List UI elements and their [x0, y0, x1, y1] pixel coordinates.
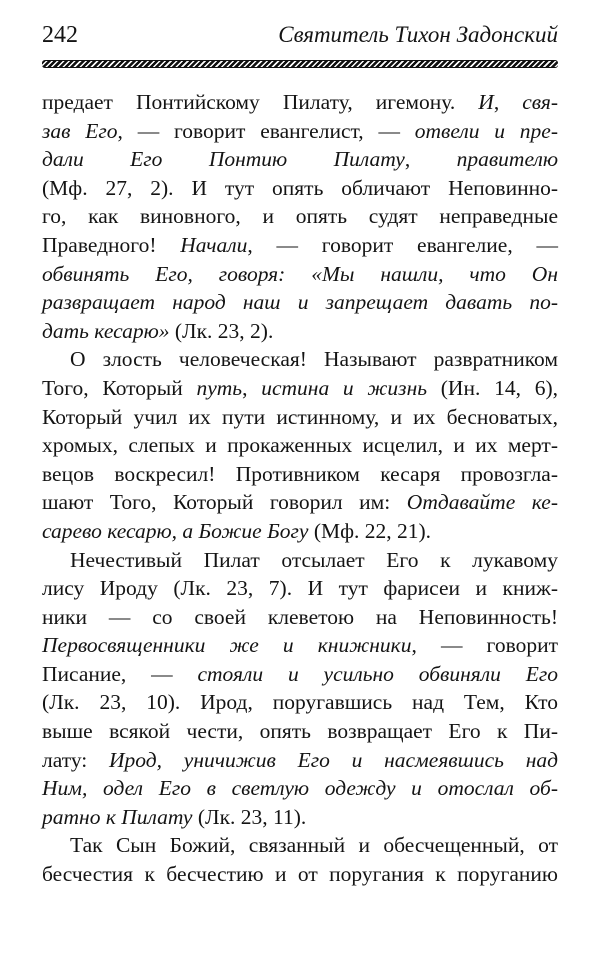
- italic-quote-segment: отвели и пре-: [414, 118, 558, 143]
- text-segment: (Ин. 14, 6),: [427, 375, 558, 400]
- text-segment: (Мф. 22, 21).: [308, 518, 432, 543]
- text-segment: ,: [404, 147, 457, 172]
- italic-quote-segment: путь: [196, 375, 243, 400]
- text-line: [42, 431, 558, 460]
- text-segment: , — говорит евангелист, —: [117, 118, 415, 143]
- text-line: [42, 603, 558, 632]
- text-segment: , — говорит: [411, 633, 558, 658]
- text-segment: выше всякой чести, опять возвращает Его к Пи-: [42, 719, 558, 744]
- text-line: [42, 202, 558, 231]
- text-segment: ,: [242, 375, 262, 400]
- text-line: [42, 317, 558, 346]
- text-segment: О злость человеческая! Называют развратником: [70, 347, 558, 372]
- italic-quote-segment: свя-: [522, 90, 559, 114]
- text-line: [42, 460, 558, 489]
- text-line: [42, 546, 558, 575]
- text-line: [42, 174, 558, 203]
- text-segment: вецов воскресил! Противником кесаря провозгла-: [42, 461, 558, 486]
- text-segment: шают Того, Который говорил им:: [42, 490, 407, 515]
- text-line: [42, 145, 558, 174]
- italic-quote-segment: ратно к Пилату: [42, 804, 193, 829]
- text-line: [42, 746, 558, 775]
- italic-quote-segment: И: [478, 90, 494, 114]
- text-line: [42, 260, 558, 289]
- italic-quote-segment: Отдавайте ке-: [406, 490, 558, 515]
- text-segment: Того, Который: [42, 375, 197, 400]
- italic-quote-segment: сарево кесарю, а Божие Богу: [42, 518, 309, 543]
- text-segment: ники — со своей клеветою на Неповинность!: [42, 604, 558, 629]
- text-line: [42, 774, 558, 803]
- italic-quote-segment: Ирод, уничижив Его и насмеявшись над: [109, 747, 558, 772]
- text-segment: (Лк. 23, 11).: [192, 804, 307, 829]
- italic-quote-segment: стояли и усильно обвиняли Его: [197, 661, 559, 686]
- italic-quote-segment: зав Его: [42, 118, 118, 143]
- text-line: [42, 631, 558, 660]
- text-segment: (Лк. 23, 2).: [169, 318, 274, 343]
- running-header: [42, 18, 558, 50]
- text-line: [42, 660, 558, 689]
- text-segment: бесчестия к бесчестию и от поругания к поруганию: [42, 862, 558, 887]
- italic-quote-segment: обвинять Его, говоря: «Мы нашли, что Он: [42, 261, 558, 286]
- text-line: [42, 488, 558, 517]
- text-segment: Который учил их пути истинному, и их бесноватых,: [42, 404, 558, 429]
- text-segment: предает Понтийскому Пилату, игемону.: [42, 90, 479, 114]
- body-text: [42, 88, 558, 889]
- text-line: [42, 831, 558, 860]
- text-line: [42, 517, 558, 546]
- italic-quote-segment: дать кесарю»: [42, 318, 170, 343]
- text-line: [42, 374, 558, 403]
- text-segment: лату:: [42, 747, 110, 772]
- italic-quote-segment: правителю: [456, 147, 558, 172]
- italic-quote-segment: развращает народ наш и запрещает давать по-: [42, 290, 558, 315]
- page-number: 242: [42, 22, 78, 48]
- italic-quote-segment: истина и жизнь: [261, 375, 428, 400]
- text-line: [42, 345, 558, 374]
- decorative-rope-rule: [42, 60, 558, 68]
- italic-quote-segment: Ним, одел Его в светлую одежду и отослал об-: [42, 776, 558, 801]
- text-line: [42, 288, 558, 317]
- text-segment: Писание, —: [42, 661, 198, 686]
- text-segment: ,: [493, 90, 523, 114]
- text-line: [42, 88, 558, 117]
- text-line: [42, 860, 558, 889]
- text-line: [42, 231, 558, 260]
- italic-quote-segment: дали Его Понтию Пилату: [42, 147, 405, 172]
- text-segment: Нечестивый Пилат отсылает Его к лукавому: [70, 547, 558, 572]
- text-segment: , — говорит евангелие, —: [247, 232, 558, 257]
- text-segment: Праведного!: [42, 232, 181, 257]
- text-line: [42, 403, 558, 432]
- text-line: [42, 574, 558, 603]
- text-segment: хромых, слепых и прокаженных исцелил, и их мерт-: [42, 433, 558, 458]
- text-segment: го, как виновного, и опять судят неправедные: [42, 204, 558, 229]
- italic-quote-segment: Первосвященники же и книжники: [42, 633, 412, 658]
- text-segment: Так Сын Божий, связанный и обесчещенный, от: [70, 833, 558, 858]
- text-line: [42, 803, 558, 832]
- text-line: [42, 688, 558, 717]
- text-line: [42, 717, 558, 746]
- italic-quote-segment: Начали: [180, 232, 248, 257]
- text-segment: (Мф. 27, 2). И тут опять обличают Неповинно-: [42, 175, 558, 200]
- text-line: [42, 117, 558, 146]
- text-segment: (Лк. 23, 10). Ирод, поругавшись над Тем, Кто: [42, 690, 558, 715]
- running-title: Святитель Тихон Задонский: [278, 22, 558, 47]
- text-segment: лису Ироду (Лк. 23, 7). И тут фарисеи и книж-: [42, 576, 558, 601]
